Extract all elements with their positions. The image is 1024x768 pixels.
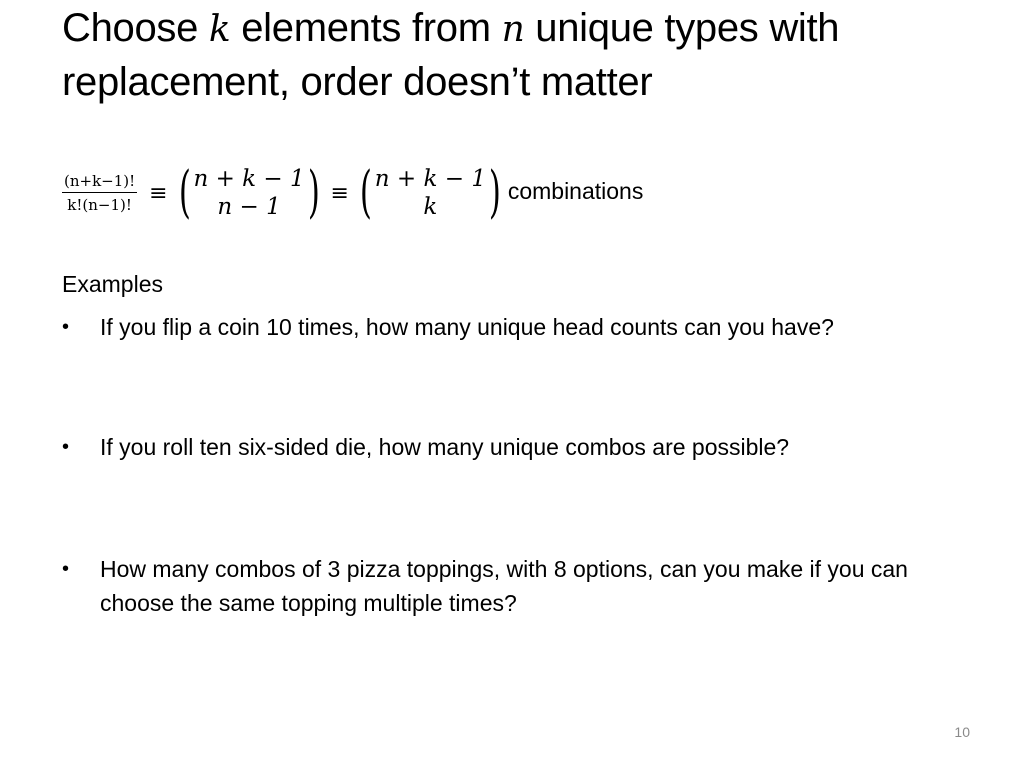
binomial-stack-1: [193, 165, 304, 221]
example-text-dice: If you roll ten six-sided die, how many unique combos are possible?: [100, 434, 790, 460]
examples-list: [62, 310, 982, 620]
page-number: 10: [954, 724, 970, 740]
binomial-1-top: n + k − 1: [193, 166, 305, 192]
example-text-coin: If you flip a coin 10 times, how many unique head counts can you have?: [100, 314, 834, 340]
title-variable-n: n: [501, 9, 525, 50]
examples-section: [62, 268, 982, 620]
binomial-coefficient-2: [355, 160, 506, 225]
example-text-pizza: How many combos of 3 pizza toppings, with 8 options, can you make if you can choose the same topping multiple times?: [100, 556, 908, 616]
binomial-coefficient-1: [174, 160, 325, 225]
title-text-1: Choose: [62, 6, 209, 50]
bullet-icon: •: [62, 436, 70, 458]
factorial-fraction: [62, 172, 137, 214]
list-item: [62, 310, 982, 344]
title-text-3: unique types with replacement, order doesn’t matter: [62, 6, 840, 104]
title-variable-k: k: [208, 9, 231, 50]
slide-title: [62, 2, 982, 109]
left-paren-2: (: [359, 160, 372, 225]
list-item: [62, 552, 982, 620]
equivalence-symbol-1: ≡: [149, 180, 168, 206]
fraction-numerator: (n+k−1)!: [62, 172, 137, 193]
right-paren-2: ): [488, 160, 501, 225]
combinations-label: combinations: [507, 177, 644, 204]
fraction-denominator: k!(n−1)!: [67, 196, 132, 214]
combination-formula: [62, 160, 643, 226]
equivalence-symbol-2: ≡: [330, 180, 349, 206]
binomial-1-bottom: n − 1: [217, 194, 281, 220]
examples-heading: Examples: [62, 271, 163, 297]
binomial-stack-2: [375, 165, 486, 221]
bullet-icon: •: [62, 558, 70, 580]
left-paren-1: (: [178, 160, 191, 225]
right-paren-1: ): [307, 160, 320, 225]
binomial-2-bottom: k: [423, 194, 438, 220]
title-text-2: elements from: [230, 6, 502, 50]
binomial-2-top: n + k − 1: [374, 166, 486, 192]
list-item: [62, 430, 982, 464]
bullet-icon: •: [62, 316, 70, 338]
